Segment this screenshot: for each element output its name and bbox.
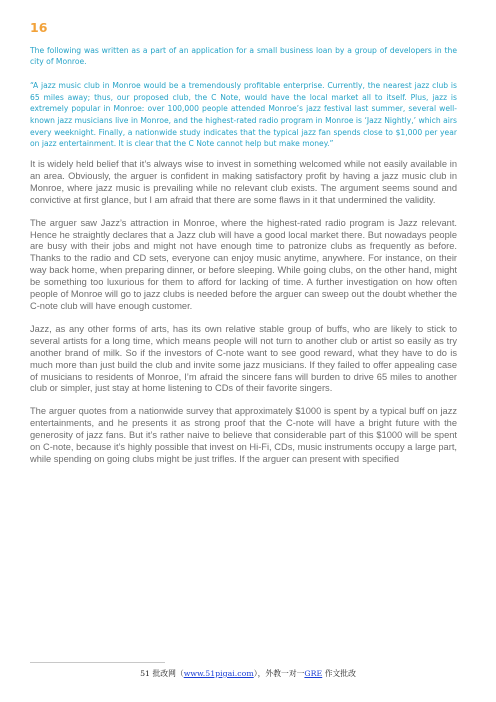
essay-prompt: “A jazz music club in Monroe would be a tremendously profitable enterprise. Currently, the nearest jazz club is 65 miles away; thus, our proposed club, the C Note, would have the local market all to itself. Plus, jazz is extremely popular in Monroe: over 100,000 people attended Monroe’s jazz festival last summer, several well-known jazz musicians live in Monroe, and the highest-rated radio program in Monroe is ‘Jazz Nightly,’ which airs every weeknight. Finally, a nationwide study indicates that the typical jazz fan spends close to $1,000 per year on jazz entertainment. It is clear that the C Note cannot help but make money.” (30, 80, 457, 149)
essay-paragraph-3: Jazz, as any other forms of arts, has its own relative stable group of buffs, who are likely to stick to several artists for a long time, which means people will not turn to another club or artist so easily as try another brand of milk. So if the investors of C-note want to see good reward, what they have to do is much more than just build the club and invite some jazz musicians. If they failed to offer appealing case of musicians to residents of Monroe, I’m afraid the sincere fans will burden to drive 65 miles to another club or simpler, just stay at home listening to CDs of their favorite singers. (30, 323, 457, 394)
essay-paragraph-4: The arguer quotes from a nationwide survey that approximately $1000 is spent by a typical buff on jazz entertainments, and he presents it as strong proof that the C-note will have a bright future with the generosity of jazz fans. But it’s rather naive to believe that considerable part of this $1000 will be spent on C-note, because it’s highly possible that invest on Hi-Fi, CDs, music instruments occupy a large part, while spending on going clubs might be just trifles. If the arguer can present with specified (30, 406, 457, 464)
footer-divider (30, 662, 165, 663)
footer-gre-link[interactable]: GRE (304, 669, 323, 678)
page-footer (0, 669, 496, 679)
footer-suffix: 作文批改 (322, 669, 356, 678)
footer-middle: ），外教一对一 (253, 669, 305, 678)
footer-prefix: 51 批改网（ (140, 669, 184, 678)
essay-intro: The following was written as a part of an application for a small business loan by a group of developers in the city of Monroe. (30, 46, 457, 67)
footer-website-link[interactable]: www.51pigai.com (183, 669, 254, 678)
essay-paragraph-1: It is widely held belief that it’s always wise to invest in something welcomed while not easily available in an area. Obviously, the arguer is confident in making satisfactory profit by having a jazz music club in Monroe, where jazz music is prevailing while no relevant club exists. The argument seems sound and convictive at first glance, but I am afraid that there are some flaws in it that undermined the validity. (30, 159, 457, 205)
essay-paragraph-2: The arguer saw Jazz’s attraction in Monroe, where the highest-rated radio program is Jazz relevant. Hence he straightly declares that a Jazz club will have a good local market there. But nowadays people are busy with their jobs and might not have enough time to patronize clubs as frequently as before. Thanks to the radio and CD sets, everyone can enjoy music anytime, anywhere. For instance, on their way back home, when preparing dinner, or before sleeping. While going clubs, on the other hand, might be something too luxurious for them to afford for lacking of time. A further investigation on how often people of Monroe will go to jazz clubs is needed before the arguer can sweep out the doubt whether the C-note club will have enough customer. (30, 217, 457, 311)
essay-number: 16 (30, 20, 48, 35)
document-page (30, 20, 457, 477)
